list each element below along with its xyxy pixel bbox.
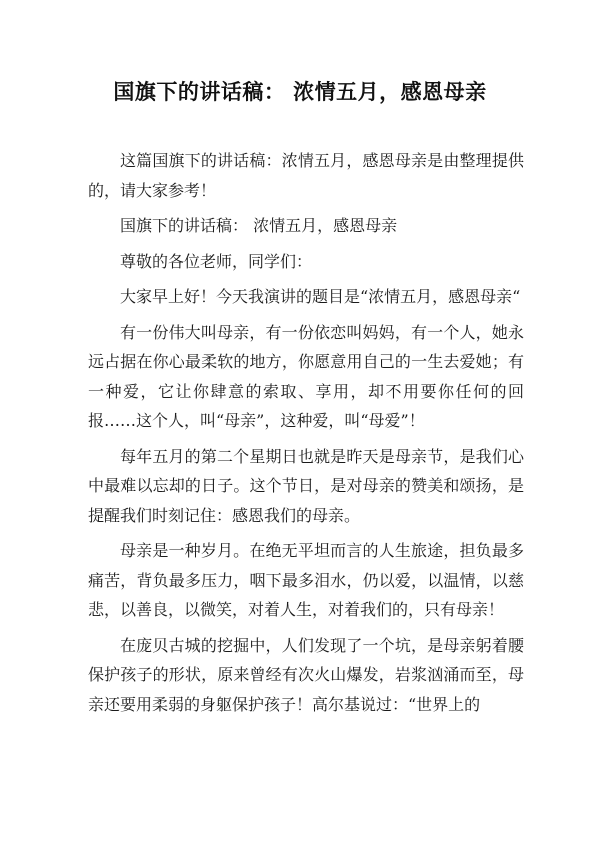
paragraph-pompeii: 在庞贝古城的挖掘中，人们发现了一个坑，是母亲躬着腰保护孩子的形状，原来曾经有次火山爆发，岩浆汹涌而至，母亲还要用柔弱的身躯保护孩子！高尔基说过：“世界上的 (88, 635, 524, 714)
paragraph-greeting: 大家早上好！今天我演讲的题目是“浓情五月，感恩母亲“ (120, 287, 521, 306)
paragraph-mother-love: 有一份伟大叫母亲，有一份依恋叫妈妈，有一个人，她永远占据在你心最柔软的地方，你愿意用自己的一生去爱她；有一种爱，它让你肆意的索取、享用，却不用要你任何的回报……这个人，叫“母亲”，这种爱，叫“母爱”！ (88, 322, 524, 430)
paragraph-heading-repeat: 国旗下的讲话稿： 浓情五月，感恩母亲 (120, 216, 398, 235)
document-body (88, 146, 524, 725)
paragraph-mother-years: 母亲是一种岁月。在绝无平坦而言的人生旅途，担负最多痛苦，背负最多压力，咽下最多泪水，仍以爱，以温情，以慈悲，以善良，以微笑，对着人生，对着我们的，只有母亲！ (88, 541, 524, 619)
paragraph-intro: 这篇国旗下的讲话稿：浓情五月，感恩母亲是由整理提供的，请大家参考！ (88, 151, 524, 200)
paragraph-mothers-day: 每年五月的第二个星期日也就是昨天是母亲节，是我们心中最难以忘却的日子。这个节日，是对母亲的赞美和颂扬，是提醒我们时刻记住：感恩我们的母亲。 (88, 446, 524, 525)
paragraph-salutation: 尊敬的各位老师，同学们： (120, 251, 313, 271)
document-title: 国旗下的讲话稿： 浓情五月，感恩母亲 (113, 80, 487, 104)
